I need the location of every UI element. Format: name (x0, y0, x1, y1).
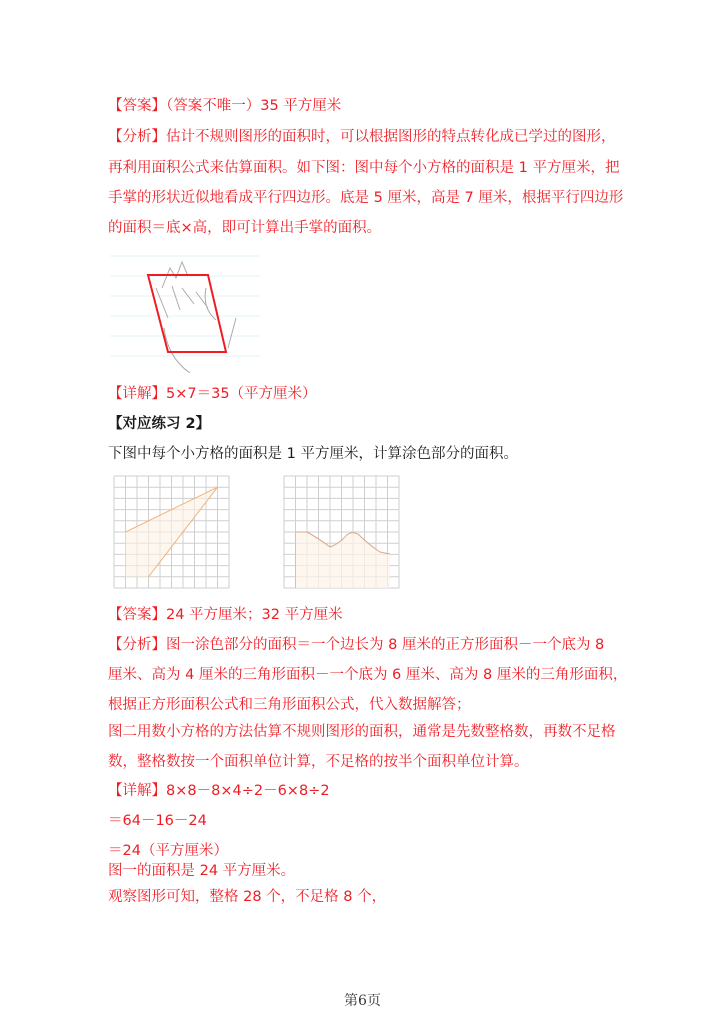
detail-tag: 【详解】 (108, 783, 166, 799)
answer-text: （答案不唯一）35 平方厘米 (166, 98, 342, 114)
answer-line-1 (108, 97, 341, 115)
hand-parallelogram-figure (110, 248, 260, 373)
ex2-answer-line (108, 606, 343, 624)
ex2-detail-line-1: 【详解】8×8－8×4÷2－6×8÷2 (108, 783, 330, 799)
ex2-detail-line-4: 图一的面积是 24 平方厘米。 (108, 863, 296, 879)
answer-text: 24 平方厘米；32 平方厘米 (166, 607, 343, 623)
grid-curve-figure (282, 474, 402, 592)
answer-tag: 【答案】 (108, 607, 166, 623)
detail-tag: 【详解】 (108, 386, 166, 402)
ex2-analysis-line-2: 厘米、高为 4 厘米的三角形面积－一个底为 6 厘米、高为 8 厘米的三角形面积， (108, 667, 628, 683)
analysis-tag: 【分析】 (108, 129, 166, 145)
ex2-analysis-line-1: 【分析】图一涂色部分的面积＝一个边长为 8 厘米的正方形面积－一个底为 8 (108, 637, 605, 653)
analysis-tag: 【分析】 (108, 637, 166, 653)
analysis-line-3: 手掌的形状近似地看成平行四边形。底是 5 厘米，高是 7 厘米，根据平行四边形 (108, 190, 624, 206)
ex2-analysis-line-3: 根据正方形面积公式和三角形面积公式，代入数据解答； (108, 697, 471, 713)
analysis-line-1: 【分析】估计不规则图形的面积时，可以根据图形的特点转化成已学过的图形， (108, 129, 616, 145)
ex2-detail-line-2: ＝64－16－24 (108, 813, 207, 829)
exercise-title: 【对应练习 2】 (108, 416, 211, 432)
analysis-line-4: 的面积＝底×高，即可计算出手掌的面积。 (108, 220, 382, 236)
ex2-detail-line-5: 观察图形可知，整格 28 个，不足格 8 个， (108, 889, 387, 905)
detail-text: 5×7＝35（平方厘米） (166, 386, 317, 402)
answer-tag: 【答案】 (108, 98, 166, 114)
analysis-line-2: 再利用面积公式来估算面积。如下图：图中每个小方格的面积是 1 平方厘米，把 (108, 160, 620, 176)
detail-line (108, 385, 317, 403)
grid-triangle-figure (112, 474, 232, 592)
ex2-detail-line-3: ＝24（平方厘米） (108, 843, 228, 859)
parallelogram-outline (148, 275, 226, 352)
exercise-question: 下图中每个小方格的面积是 1 平方厘米，计算涂色部分的面积。 (108, 446, 518, 462)
page-number: 第6页 (344, 993, 381, 1009)
ex2-analysis-line-5: 数，整格数按一个面积单位计算，不足格的按半个面积单位计算。 (108, 754, 529, 770)
ex2-analysis-line-4: 图二用数小方格的方法估算不规则图形的面积，通常是先数整格数，再数不足格 (108, 724, 616, 740)
